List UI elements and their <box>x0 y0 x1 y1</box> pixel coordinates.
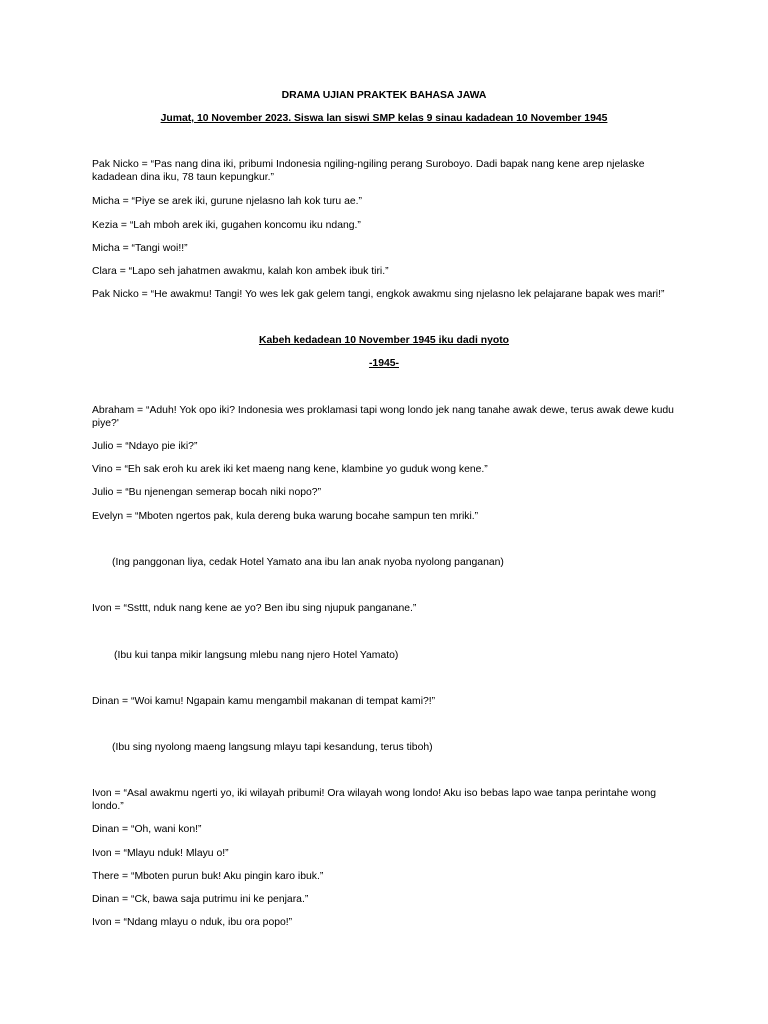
dialogue-line: Ivon = “Asal awakmu ngerti yo, iki wilayah pribumi! Ora wilayah wong londo! Aku iso bebas lapo wae tanpa perintahe wong londo.” <box>92 788 657 812</box>
dialogue-line: Ivon = “Ssttt, nduk nang kene ae yo? Ben ibu sing njupuk panganane.” <box>92 603 417 614</box>
document-subtitle: Jumat, 10 November 2023. Siswa lan siswi SMP kelas 9 sinau kadadean 10 November 1945 <box>160 113 608 124</box>
dialogue-line: Dinan = “Ck, bawa saja putrimu ini ke penjara.” <box>92 894 309 905</box>
document-title: DRAMA UJIAN PRAKTEK BAHASA JAWA <box>281 90 487 101</box>
dialogue-line: Abraham = “Aduh! Yok opo iki? Indonesia wes proklamasi tapi wong londo jek nang tanahe awak dewe, terus awak dewe kudu piye?' <box>92 405 674 429</box>
dialogue-line: Evelyn = “Mboten ngertos pak, kula dereng buka warung bocahe sampun ten mriki.” <box>92 511 479 522</box>
section-title: Kabeh kedadean 10 November 1945 iku dadi nyoto <box>258 335 510 346</box>
dialogue-line: Pak Nicko = “Pas nang dina iki, pribumi Indonesia ngiling-ngiling perang Suroboyo. Dadi bapak nang kene arep njelaske kadadean dina iku, 78 taun kepungkur.” <box>92 159 645 183</box>
stage-direction: (Ibu kui tanpa mikir langsung mlebu nang njero Hotel Yamato) <box>114 650 399 661</box>
dialogue-line: Micha = “Piye se arek iki, gurune njelasno lah kok turu ae.” <box>92 196 363 207</box>
dialogue-line: Ivon = “Ndang mlayu o nduk, ibu ora popo!” <box>92 917 293 928</box>
stage-direction: (Ibu sing nyolong maeng langsung mlayu tapi kesandung, terus tiboh) <box>112 742 433 753</box>
stage-direction: (Ing panggonan liya, cedak Hotel Yamato ana ibu lan anak nyoba nyolong panganan) <box>112 557 504 568</box>
dialogue-line: Vino = “Eh sak eroh ku arek iki ket maeng nang kene, klambine yo guduk wong kene.” <box>92 464 488 475</box>
dialogue-line: Micha = “Tangi woi!!” <box>92 243 188 254</box>
dialogue-line: Clara = “Lapo seh jahatmen awakmu, kalah kon ambek ibuk tiri.” <box>92 266 389 277</box>
dialogue-line: Julio = “Ndayo pie iki?” <box>92 441 198 452</box>
dialogue-line: Kezia = “Lah mboh arek iki, gugahen koncomu iku ndang.” <box>92 220 361 231</box>
dialogue-line: Ivon = “Mlayu nduk! Mlayu o!” <box>92 848 229 859</box>
dialogue-line: Pak Nicko = “He awakmu! Tangi! Yo wes lek gak gelem tangi, engkok awakmu sing njelasno lek pelajarane bapak wes mari!” <box>92 289 665 300</box>
dialogue-line: Dinan = “Oh, wani kon!” <box>92 824 202 835</box>
dialogue-line: There = “Mboten purun buk! Aku pingin karo ibuk.” <box>92 871 324 882</box>
section-year: -1945- <box>368 358 400 369</box>
dialogue-line: Julio = “Bu njenengan semerap bocah niki nopo?” <box>92 487 322 498</box>
dialogue-line: Dinan = “Woi kamu! Ngapain kamu mengambil makanan di tempat kami?!” <box>92 696 436 707</box>
